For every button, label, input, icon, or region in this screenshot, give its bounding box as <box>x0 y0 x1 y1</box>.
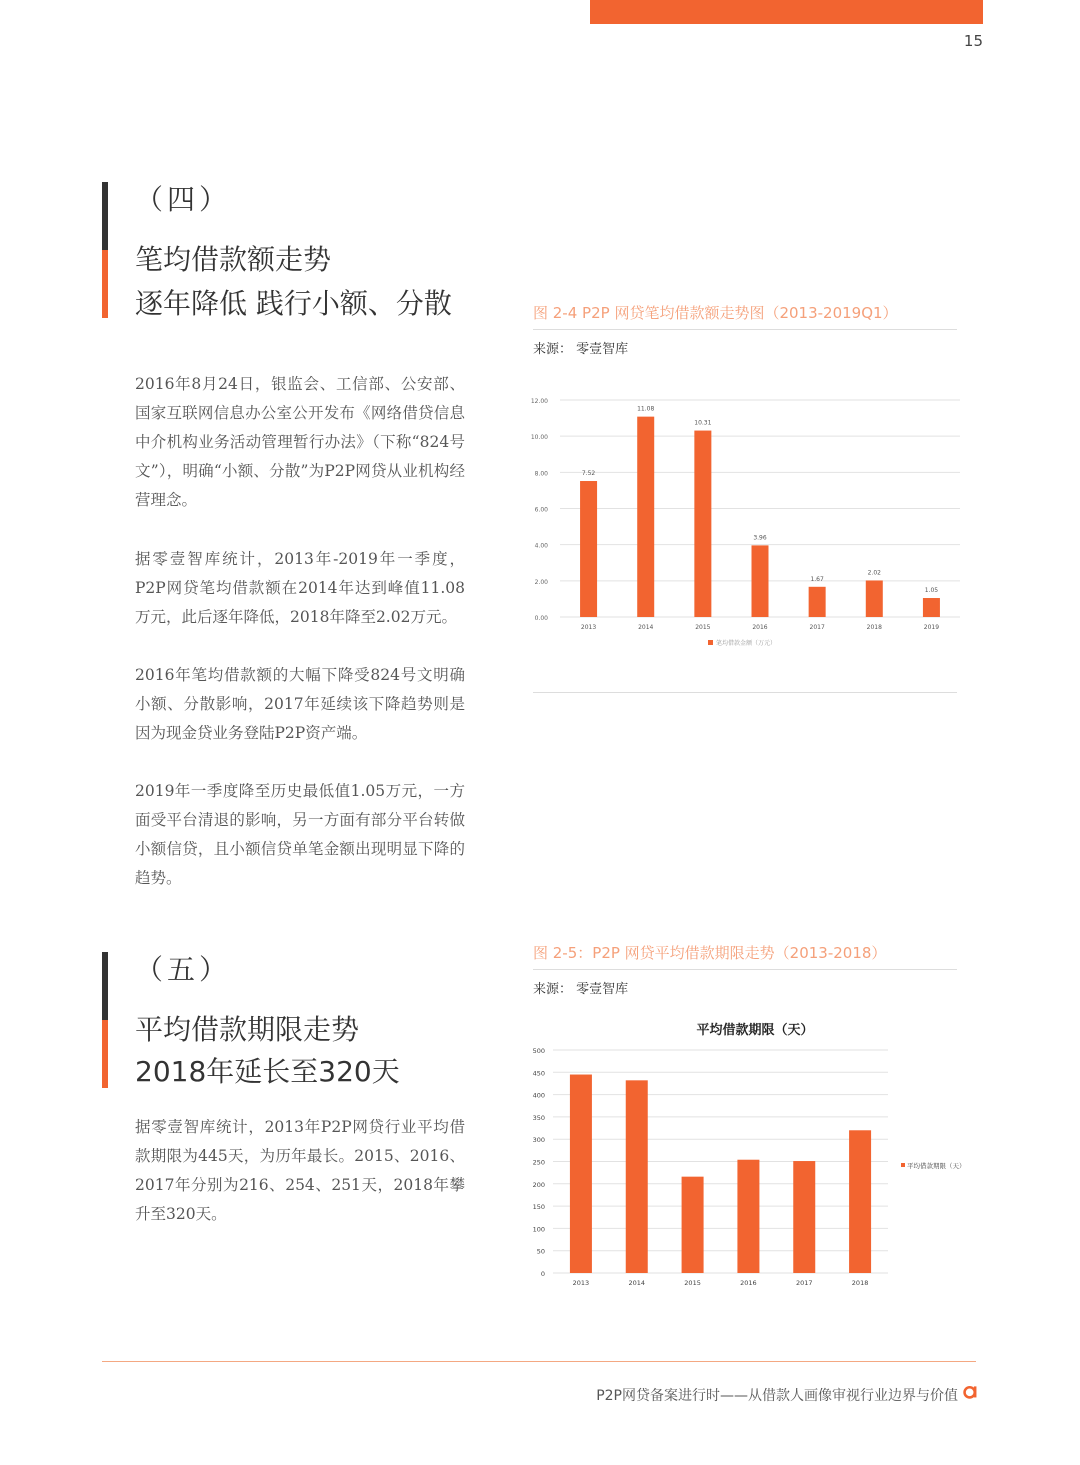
y-tick-label: 0 <box>540 1270 545 1278</box>
figure-2-source: 来源： 零壹智库 <box>533 982 629 997</box>
x-tick-label: 2016 <box>752 624 768 631</box>
bar <box>570 1075 592 1273</box>
figure-1-title: 图 2-4 P2P 网贷笔均借款额走势图（2013-2019Q1） <box>533 304 898 322</box>
legend-label: 平均借款期限（天） <box>907 1162 966 1170</box>
brand-logo-icon <box>962 1383 979 1400</box>
section-4-number: （四） <box>135 183 232 216</box>
x-tick-label: 2013 <box>572 1279 590 1287</box>
y-tick-label: 8.00 <box>534 470 548 478</box>
y-tick-label: 4.00 <box>534 542 548 550</box>
section-5-paragraph-1: 据零壹智库统计，2013年P2P网贷行业平均借款期限为445天，为历年最长。2015、2016、2017年分别为216、254、251天，2018年攀升至320天。 <box>135 1118 465 1223</box>
bar <box>849 1130 871 1273</box>
x-tick-label: 2019 <box>923 624 940 631</box>
figure-2-rule <box>533 969 957 970</box>
x-tick-label: 2015 <box>684 1279 701 1287</box>
section-4-paragraph-3: 2016年笔均借款额的大幅下降受824号文明确小额、分散影响，2017年延续该下降趋势则是因为现金贷业务登陆P2P资产端。 <box>135 666 465 742</box>
x-tick-label: 2018 <box>866 624 882 631</box>
figure-2-bar-chart <box>520 1012 990 1297</box>
bar <box>793 1161 815 1273</box>
y-tick-label: 2.00 <box>534 578 548 586</box>
y-tick-label: 250 <box>532 1158 545 1167</box>
data-label: 7.52 <box>581 470 596 478</box>
x-tick-label: 2015 <box>695 624 711 631</box>
bar <box>866 580 883 617</box>
legend-swatch <box>901 1163 905 1167</box>
data-label: 11.08 <box>637 405 655 413</box>
x-tick-label: 2013 <box>580 624 597 631</box>
section-4-subtitle: 逐年降低 践行小额、分散 <box>135 287 452 320</box>
y-tick-label: 12.00 <box>530 398 548 405</box>
y-tick-label: 100 <box>532 1225 545 1234</box>
section-5-marker <box>102 952 108 1088</box>
bar <box>923 598 940 617</box>
y-tick-label: 350 <box>532 1113 545 1122</box>
bar <box>694 431 711 617</box>
bar <box>809 587 826 617</box>
section-4-paragraph-1: 2016年8月24日，银监会、工信部、公安部、国家互联网信息办公室公开发布《网络借贷信息中介机构业务活动管理暂行办法》（下称“824号文”），明确“小额、分散”为P2P网贷从业机构经营理念。 <box>135 375 465 509</box>
y-tick-label: 50 <box>536 1247 545 1256</box>
section-5-subtitle: 2018年延长至320天 <box>135 1055 400 1088</box>
figure-1-bar-chart <box>520 385 970 660</box>
footer-title: P2P网贷备案进行时——从借款人画像审视行业边界与价值 <box>596 1388 958 1404</box>
figure-1-rule <box>533 329 957 330</box>
y-tick-label: 400 <box>532 1091 545 1100</box>
y-tick-label: 500 <box>532 1047 545 1055</box>
data-label: 2.02 <box>867 569 881 577</box>
figure-1-bottom-rule <box>533 692 957 693</box>
x-tick-label: 2017 <box>809 624 825 631</box>
y-tick-label: 200 <box>532 1180 545 1189</box>
top-accent-bar <box>590 0 983 24</box>
y-tick-label: 450 <box>532 1069 545 1078</box>
y-tick-label: 0.00 <box>534 615 548 622</box>
section-5-title: 平均借款期限走势 <box>135 1013 360 1046</box>
footer-rule <box>102 1361 976 1362</box>
bar <box>752 545 769 617</box>
bar <box>737 1160 759 1273</box>
section-4-title: 笔均借款额走势 <box>135 243 332 276</box>
data-label: 10.31 <box>694 419 712 427</box>
data-label: 1.05 <box>924 587 939 595</box>
page-number: 15 <box>963 32 983 50</box>
legend-swatch <box>708 640 713 645</box>
x-tick-label: 2017 <box>795 1279 813 1287</box>
figure-2-title: 图 2-5：P2P 网贷平均借款期限走势（2013-2018） <box>533 944 887 962</box>
bar <box>580 481 597 617</box>
chart-title: 平均借款期限（天） <box>696 1023 814 1038</box>
y-tick-label: 6.00 <box>534 506 548 514</box>
legend-label: 笔均借款金额（万元） <box>716 640 777 647</box>
data-label: 1.67 <box>810 575 824 583</box>
section-4-paragraph-4: 2019年一季度降至历史最低值1.05万元，一方面受平台清退的影响，另一方面有部分平台转做小额信贷，且小额信贷单笔金额出现明显下降的趋势。 <box>135 782 465 887</box>
y-tick-label: 150 <box>532 1203 545 1212</box>
x-tick-label: 2016 <box>740 1279 757 1287</box>
bar <box>626 1080 648 1273</box>
section-5-number: （五） <box>135 953 232 986</box>
bar <box>682 1177 704 1273</box>
x-tick-label: 2018 <box>851 1279 869 1287</box>
bar <box>637 417 654 617</box>
y-tick-label: 300 <box>532 1136 545 1145</box>
data-label: 3.96 <box>753 534 767 542</box>
x-tick-label: 2014 <box>628 1279 646 1287</box>
section-4-marker <box>102 182 108 318</box>
section-4-paragraph-2: 据零壹智库统计，2013年-2019年一季度，P2P网贷笔均借款额在2014年达到峰值11.08万元，此后逐年降低，2018年降至2.02万元。 <box>135 550 465 626</box>
figure-1-source: 来源： 零壹智库 <box>533 342 629 357</box>
x-tick-label: 2014 <box>638 624 654 631</box>
y-tick-label: 10.00 <box>530 434 548 442</box>
